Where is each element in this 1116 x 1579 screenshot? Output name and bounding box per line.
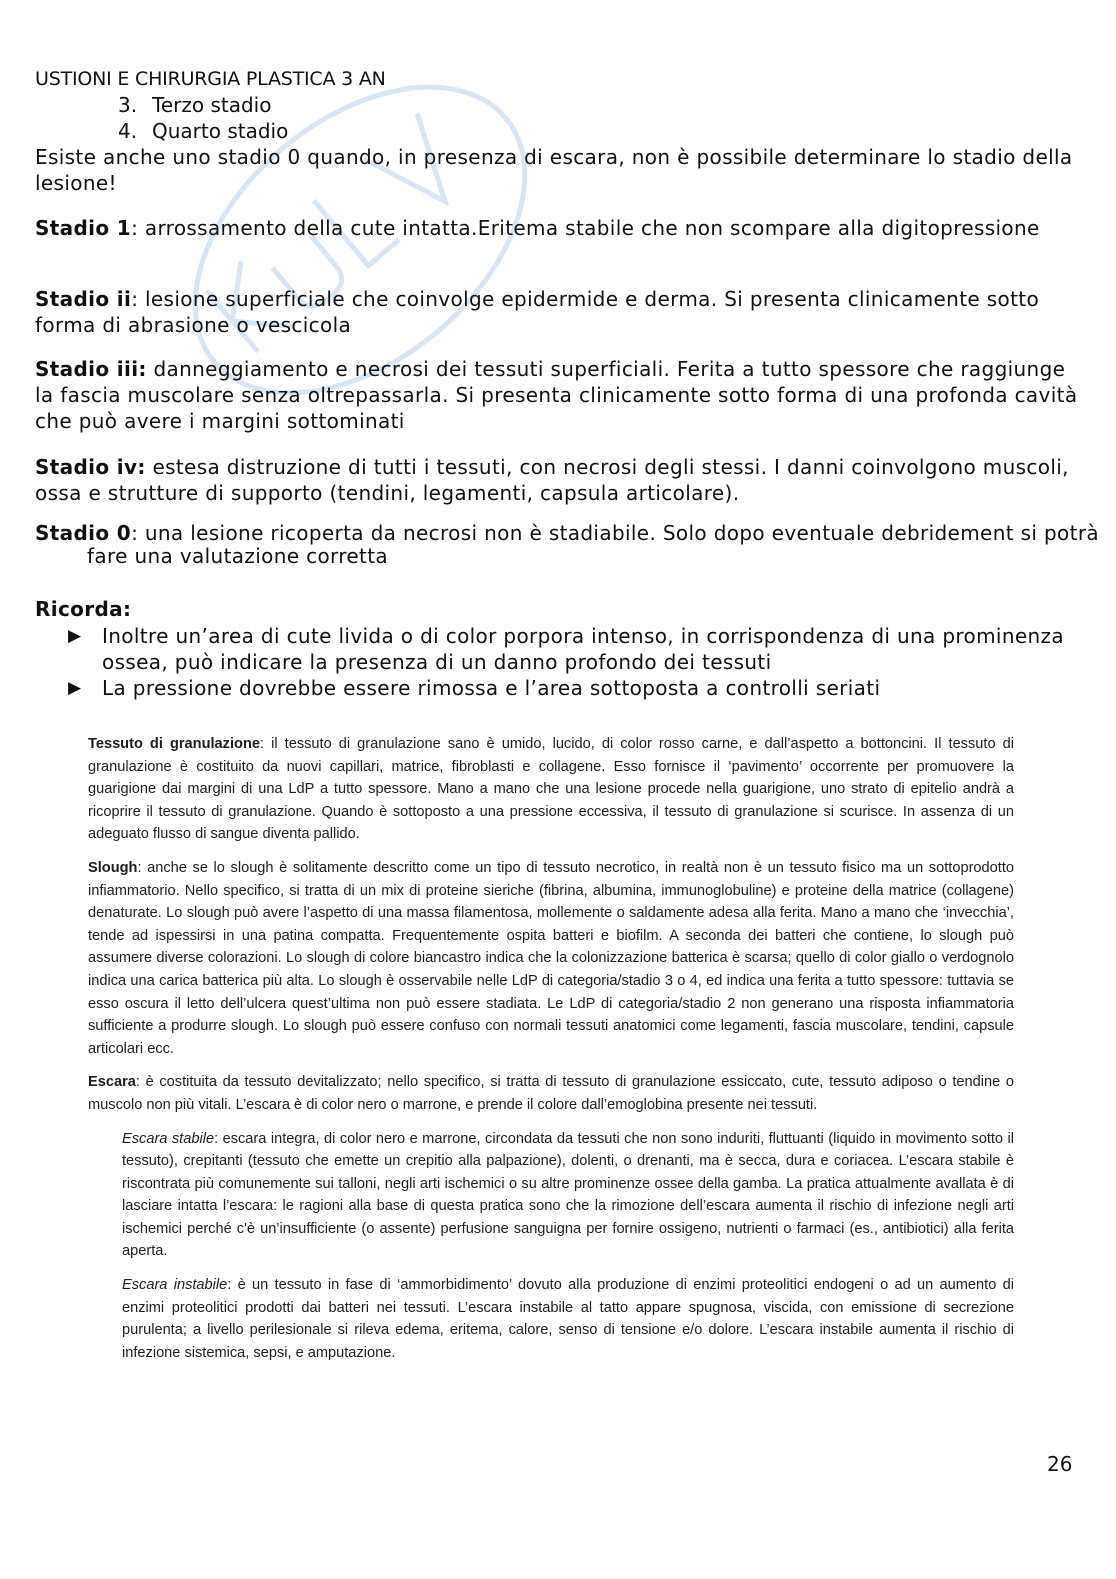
scanned-excerpt xyxy=(88,733,1014,1375)
header-title: USTIONI E CHIRURGIA PLASTICA 3 AN xyxy=(35,68,386,90)
stage-label: Stadio ii xyxy=(35,287,132,311)
stage-3-paragraph: Stadio iii: danneggiamento e necrosi dei tessuti superficiali. Ferita a tutto spessore che raggiunge la fascia muscolare senza oltrepassarla. Si presenta clinicamente sotto forma di una profonda cavità che può avere i margini sottominati xyxy=(35,357,1078,433)
stage-0-paragraph: Stadio 0: una lesione ricoperta da necrosi non è stadiabile. Solo dopo eventuale debridement si potrà fare una valutazione corretta xyxy=(35,521,1100,568)
escara-stabile-paragraph: Escara stabile: escara integra, di color nero e marrone, circondata da tessuti che non sono induriti, fluttuanti (liquido in movimento sotto il tessuto), crepitanti (tessuto che emette un crepitio alla palpazione), dolenti, o drenanti, ma è secca, dura e coriacea. L’escara stabile è riscontrata più comunemente sui talloni, negli arti ischemici o su altre prominenze ossee della gamba. La pratica attualmente avallata è di lasciare intatta l’escara: le ragioni alla base di questa pratica sono che la rimozione dell’escara aumenta il rischio di infezione negli arti ischemici perché c'è un’insufficiente (o assente) perfusione sanguigna per fornire ossigeno, nutrienti o farmaci (es., antibiotici) alla ferita aperta. xyxy=(122,1130,1014,1260)
stage-label: Stadio iv: xyxy=(35,455,146,479)
ricorda-list xyxy=(68,623,1068,701)
escara-paragraph: Escara: è costituita da tessuto devitalizzato; nello specifico, si tratta di tessuto di granulazione essiccato, cute, tessuto adiposo o tendine o muscolo non più vitali. L’escara è di color nero o marrone, e prende il colore dall’emoglobina presente nei tessuti. xyxy=(88,1074,1014,1113)
page-number: 26 xyxy=(1047,1452,1073,1476)
slough-paragraph: Slough: anche se lo slough è solitamente descritto come un tipo di tessuto necrotico, in realtà non è un tessuto fisico ma un sottoprodotto infiammatorio. Nello specifico, si tratta di un mix di proteine sieriche (fibrina, albumina, immunoglobuline) e proteine della matrice (collagene) denaturate. Lo slough può avere l’aspetto di una massa filamentosa, mollemente o saldamente adesa alla ferita. Mano a mano che ‘invecchia’, tende ad ispessirsi in una patina compatta. Frequentemente ospita batteri e biofilm. A seconda dei batteri che contiene, lo slough può assumere diverse colorazioni. Lo slough di colore biancastro indica che la colonizzazione batterica è scarsa; quello di color giallo o verdognolo indica una carica batterica più alta. Lo slough è osservabile nelle LdP di categoria/stadio 3 o 4, ed indica una ferita a tutto spessore: tuttavia se esso oscura il letto dell’ulcera quest’ultima non può essere stadiata. Le LdP di categoria/stadio 2 non generano una risposta infiammatoria sufficiente a produrre slough. Lo slough può essere confuso con normali tessuti anatomici come legamenti, fascia muscolare, tendini, capsule articolari ecc. xyxy=(88,859,1014,1057)
list-item: 4. Quarto stadio xyxy=(118,119,289,143)
triangle-bullet-icon: ▶ xyxy=(68,678,82,698)
granulazione-paragraph: Tessuto di granulazione: il tessuto di granulazione sano è umido, lucido, di color rosso carne, e dall’aspetto a bottoncini. Il tessuto di granulazione è costituito da nuovi capillari, matrice, fibroblasti e collagene. Esso fornisce il ‘pavimento’ occorrente per promuovere la guarigione dai margini di una LdP a tutto spessore. Mano a mano che una lesione procede nella guarigione, uno strato di epitelio andrà a ricoprire il tessuto di granulazione. Quando è sottoposto a una pressione eccessiva, il tessuto di granulazione si scurisce. In assenza di un adeguato flusso di sangue diventa pallido. xyxy=(88,736,1014,843)
stage-2-paragraph: Stadio ii: lesione superficiale che coinvolge epidermide e derma. Si presenta clinicamente sotto forma di abrasione o vescicola xyxy=(35,287,1040,337)
ricorda-heading: Ricorda: xyxy=(35,597,132,621)
intro-paragraph: Esiste anche uno stadio 0 quando, in presenza di escara, non è possibile determinare lo stadio della lesione! xyxy=(35,145,1073,195)
ordered-list xyxy=(118,92,288,144)
stage-label: Stadio 0 xyxy=(35,521,132,545)
stage-1-paragraph: Stadio 1: arrossamento della cute intatta.Eritema stabile che non scompare alla digitopressione xyxy=(35,216,1040,240)
list-item: ▶ Inoltre un’area di cute livida o di color porpora intenso, in corrispondenza di una prominenza ossea, può indicare la presenza di un danno profondo dei tessuti xyxy=(68,624,1065,674)
list-item: ▶ La pressione dovrebbe essere rimossa e l’area sottoposta a controlli seriati xyxy=(68,676,881,700)
escara-instabile-paragraph: Escara instabile: è un tessuto in fase di ‘ammorbidimento’ dovuto alla produzione di enzimi proteolitici endogeni o ad un aumento di enzimi proteolitici prodotti dai batteri nei tessuti. L’escara instabile al tatto appare spugnosa, viscida, con emissione di secrezione purulenta; a livello perilesionale si rileva edema, eritema, calore, senso di tensione e/o dolore. L’escara instabile aumenta il rischio di infezione sistemica, sepsi, e amputazione. xyxy=(122,1277,1014,1361)
stage-4-paragraph: Stadio iv: estesa distruzione di tutti i tessuti, con necrosi degli stessi. I danni coinvolgono muscoli, ossa e strutture di supporto (tendini, legamenti, capsula articolare). xyxy=(35,455,1069,505)
stage-label: Stadio 1 xyxy=(35,216,132,240)
stage-label: Stadio iii: xyxy=(35,357,147,381)
list-item: 3. Terzo stadio xyxy=(118,93,272,117)
triangle-bullet-icon: ▶ xyxy=(68,626,82,646)
